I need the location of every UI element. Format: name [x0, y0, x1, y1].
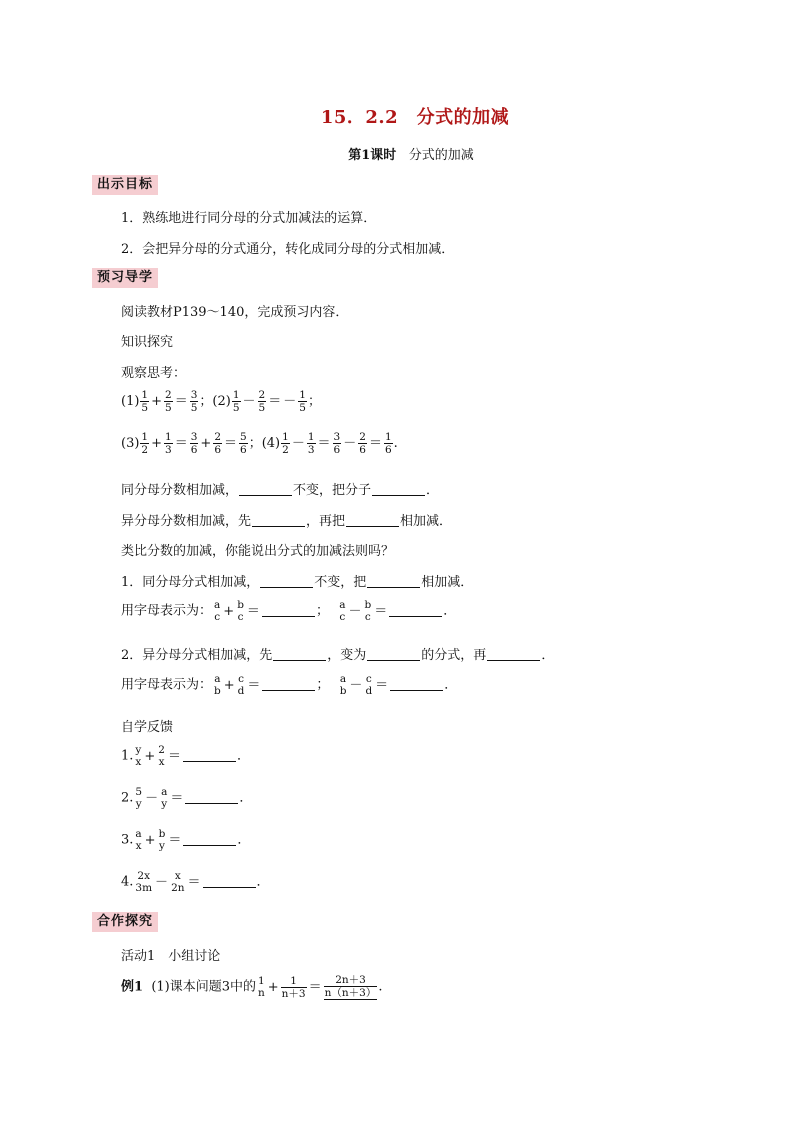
fraction: b c: [237, 599, 244, 623]
answer-blank[interactable]: [487, 648, 540, 661]
fraction: $\frac{3}{6}$: [333, 431, 341, 456]
answer-blank[interactable]: [183, 833, 236, 846]
answer-blank[interactable]: [367, 648, 420, 661]
fraction: a b: [214, 673, 221, 697]
answer-blank[interactable]: [185, 791, 238, 804]
answer-blank[interactable]: [346, 514, 399, 527]
feedback-item-2: 2. 5 y － a y ＝ ．: [121, 786, 253, 810]
fraction: $\frac{3}{5}$: [190, 389, 198, 414]
lesson-subtitle: [0, 144, 794, 163]
eq-label-3: (3): [121, 436, 140, 451]
fraction: $\frac{2}{5}$: [165, 389, 172, 414]
answer-blank[interactable]: [367, 575, 420, 588]
eq-label-2: (2): [212, 394, 231, 409]
fraction: $\frac{5}{6}$: [240, 431, 247, 456]
fraction: $\frac{1}{5}$: [232, 389, 240, 414]
fraction: x 2n: [171, 870, 185, 894]
rule1-line: 1．同分母分式相加减， 不变，把 相加减．: [121, 575, 474, 590]
fraction: 2x 3m: [135, 870, 153, 894]
fraction: c d: [365, 673, 373, 697]
fraction: $\frac{1}{2}$: [282, 431, 289, 456]
answer-blank[interactable]: [239, 483, 292, 496]
example-label: 例1: [121, 979, 144, 995]
fraction: $\frac{1}{5}$: [299, 389, 306, 414]
eq-label-4: (4): [261, 436, 281, 451]
fraction: a y: [161, 786, 168, 810]
observe-eq-row1: (1) $\frac{1}{5}$ + $\frac{2}{5}$ ＝ $\frac{3}{5}$ ；(2) $\frac{1}{5}$ － $\frac{2}{5}$ ＝ － $\frac{1}{5}$ ；: [121, 389, 321, 414]
fraction: b c: [364, 599, 372, 623]
fraction: $\frac{1}{3}$: [165, 431, 172, 456]
fraction: 2 x: [158, 744, 165, 768]
fraction: a x: [135, 828, 142, 852]
fraction: $\frac{1}{6}$: [384, 431, 392, 456]
answer-blank[interactable]: [262, 604, 315, 617]
fraction: $\frac{2}{6}$: [359, 431, 366, 456]
observe-label: 观察思考：: [121, 366, 187, 381]
fraction: $\frac{1}{3}$: [307, 431, 315, 456]
fraction: a c: [339, 599, 346, 623]
example-answer-fraction: $\frac{2n+3}{n(n+3)}$: [324, 974, 377, 999]
same-denominator-fraction-line: 同分母分数相加减， 不变，把分子 ．: [121, 483, 440, 498]
rule2-letters-line: 用字母表示为： a b + c d ＝ ； a b － c d ＝ ．: [121, 673, 458, 697]
fraction: b y: [158, 828, 166, 852]
fraction: $\frac{3}{6}$: [190, 431, 198, 456]
answer-blank[interactable]: [203, 875, 256, 888]
fraction: $\frac{2}{5}$: [258, 389, 266, 414]
rule1-letters-line: 用字母表示为： a c + b c ＝ ； a c － b c ＝ ．: [121, 599, 457, 623]
fraction: $\frac{1}{n+3}$: [281, 974, 306, 1000]
fraction: 5 y: [135, 786, 143, 810]
read-instruction: 阅读教材P139～140，完成预习内容．: [121, 305, 349, 320]
feedback-item-4: 4. 2x 3m － x 2n ＝ ．: [121, 870, 270, 894]
answer-blank[interactable]: [262, 678, 315, 691]
fraction: y x: [135, 744, 142, 768]
example-1-line: 例1 (1)课本问题3中的 1 n + $\frac{1}{n+3}$ ＝ $\frac{2n+3}{n(n+3)}$ .: [121, 974, 383, 1000]
page-title: 15．2.2 分式的加减: [320, 107, 510, 128]
goal-item-2: 2．会把异分母的分式通分，转化成同分母的分式相加减．: [121, 242, 455, 257]
goal-item-1: 1．熟练地进行同分母的分式加减法的运算．: [121, 211, 377, 226]
section-badge-cooperation: 合作探究: [92, 912, 158, 932]
rule2-line: 2．异分母分式相加减，先 ，变为 的分式，再 ．: [121, 648, 555, 663]
answer-blank[interactable]: [252, 514, 305, 527]
fraction: a c: [214, 599, 221, 623]
answer-blank[interactable]: [390, 678, 443, 691]
lesson-label: 第1课时: [348, 148, 397, 163]
answer-blank[interactable]: [260, 575, 313, 588]
answer-blank[interactable]: [389, 604, 442, 617]
answer-blank[interactable]: [372, 483, 425, 496]
fraction: c d: [237, 673, 245, 697]
answer-blank[interactable]: [183, 749, 236, 762]
observe-eq-row2: (3) $\frac{1}{2}$ + $\frac{1}{3}$ ＝ $\frac{3}{6}$ + $\frac{2}{6}$ ＝ $\frac{5}{6}$ ；(4) $\frac{1}{2}$ － $\frac{1}{3}$ ＝ $\frac{3}{6}$ － $\frac{2}{6}$ ＝ $\frac{1}{6}$ .: [121, 431, 398, 456]
different-denominator-fraction-line: 异分母分数相加减，先 ，再把 相加减．: [121, 514, 453, 529]
feedback-item-1: 1. y x + 2 x ＝ ．: [121, 744, 250, 768]
lesson-topic: 分式的加减: [408, 148, 474, 163]
fraction: $\frac{2}{6}$: [214, 431, 221, 456]
fraction: $\frac{1}{5}$: [141, 389, 149, 414]
fraction: 1 n: [258, 975, 265, 999]
analogy-question: 类比分数的加减，你能说出分式的加减法则吗？: [121, 544, 395, 559]
fraction: $\frac{1}{2}$: [141, 431, 149, 456]
feedback-label: 自学反馈: [121, 720, 174, 735]
section-badge-preview: 预习导学: [92, 268, 158, 288]
answer-blank[interactable]: [273, 648, 326, 661]
knowledge-label: 知识探究: [121, 335, 174, 350]
section-badge-goals: 出示目标: [92, 175, 158, 195]
eq-label-1: (1): [121, 394, 140, 409]
feedback-item-3: 3. a x + b y ＝ ．: [121, 828, 251, 852]
activity-label: 活动1 小组讨论: [121, 949, 221, 964]
fraction: a b: [339, 673, 347, 697]
